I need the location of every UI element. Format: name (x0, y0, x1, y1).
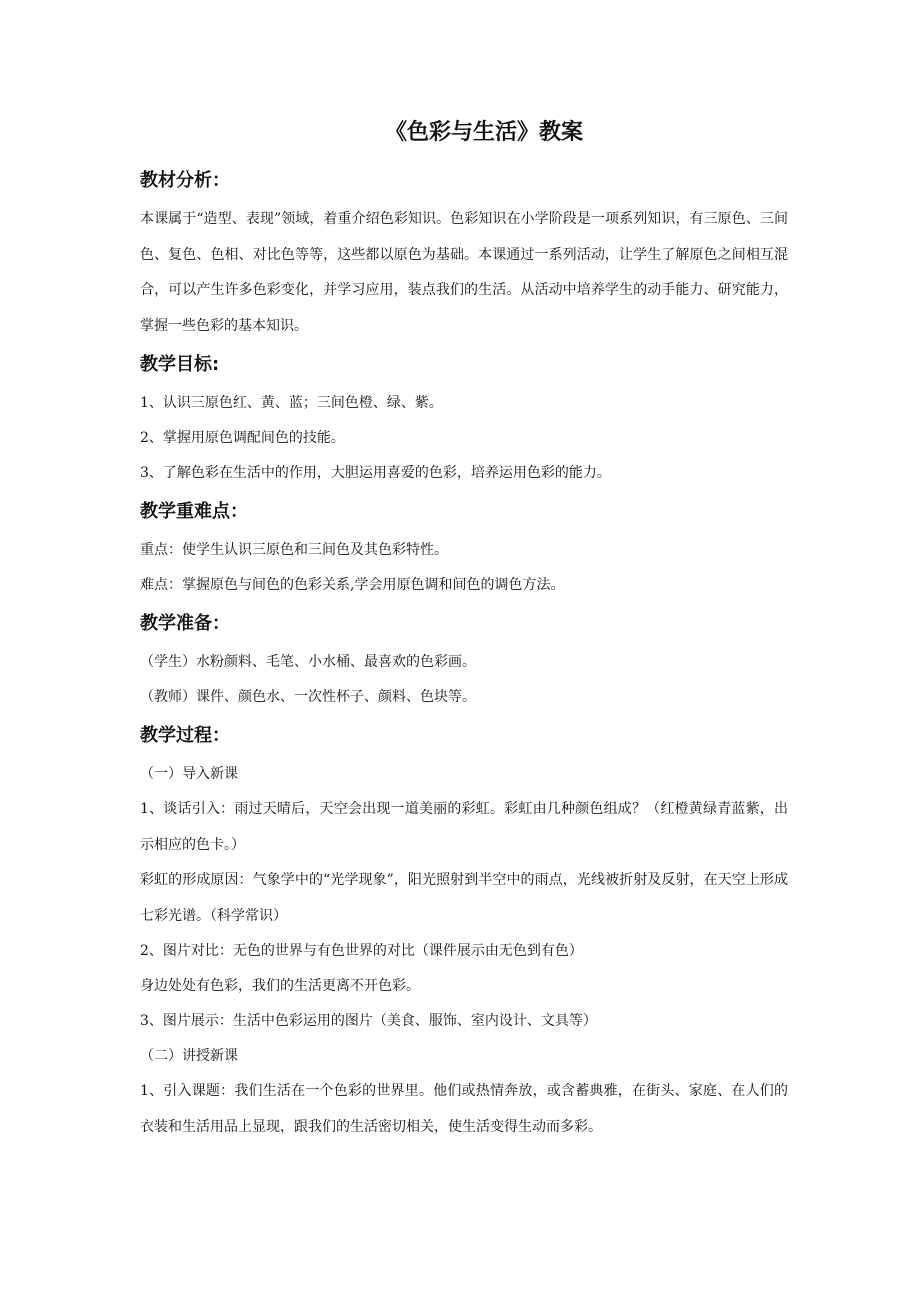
process-paragraph: 彩虹的形成原因：气象学中的“光学现象”，阳光照射到半空中的雨点，光线被折射及反射，在天空上形成七彩光谱。（科学常识） (140, 872, 788, 924)
section-heading-goals: 教学目标: (140, 354, 220, 375)
preparation-item: （教师）课件、颜色水、一次性杯子、颜料、色块等。 (140, 689, 476, 705)
section-heading-keypoints: 教学重难点： (140, 501, 248, 522)
section-preparation (140, 611, 788, 715)
document-page (140, 118, 788, 1149)
process-paragraph: 1、谈话引入：雨过天晴后，天空会出现一道美丽的彩虹。彩虹由几种颜色组成？（红橙黄绿青蓝紫，出示相应的色卡。） (140, 801, 788, 853)
process-paragraph: 3、图片展示：生活中色彩运用的图片（美食、服饰、室内设计、文具等） (140, 1013, 597, 1029)
document-title: 《色彩与生活》教案 (384, 120, 583, 145)
section-heading-preparation: 教学准备： (140, 613, 230, 634)
section-keypoints (140, 499, 788, 603)
process-paragraph: 1、引入课题：我们生活在一个色彩的世界里。他们或热情奔放，或含蓄典雅，在街头、家庭、在人们的衣装和生活用品上显现，跟我们的生活密切相关，使生活变得生动而多彩。 (140, 1083, 788, 1135)
section-heading-analysis: 教材分析： (140, 170, 230, 191)
section-analysis (140, 168, 788, 344)
keypoint-item: 重点：使学生认识三原色和三间色及其色彩特性。 (140, 542, 448, 558)
section-process (140, 723, 788, 1145)
keypoint-item: 难点：掌握原色与间色的色彩关系,学会用原色调和间色的调色方法。 (140, 577, 565, 593)
goal-item: 1、认识三原色红、黄、蓝；三间色橙、绿、紫。 (140, 395, 443, 411)
analysis-paragraph: 本课属于“造型、表现”领域，着重介绍色彩知识。色彩知识在小学阶段是一项系列知识，有三原色、三间色、复色、色相、对比色等等，这些都以原色为基础。本课通过一系列活动，让学生了解原色之间相互混合，可以产生许多色彩变化，并学习应用，装点我们的生活。从活动中培养学生的动手能力、研究能力，掌握一些色彩的基本知识。 (140, 211, 788, 334)
goal-item: 3、了解色彩在生活中的作用，大胆运用喜爱的色彩，培养运用色彩的能力。 (140, 465, 611, 481)
process-part-label: （一）导入新课 (140, 766, 238, 782)
process-paragraph: 2、图片对比：无色的世界与有色世界的对比（课件展示由无色到有色） (140, 943, 583, 959)
process-paragraph: 身边处处有色彩，我们的生活更离不开色彩。 (140, 978, 420, 994)
section-goals (140, 352, 788, 491)
section-heading-process: 教学过程： (140, 725, 230, 746)
goal-item: 2、掌握用原色调配间色的技能。 (140, 430, 345, 446)
process-part-label: （二）讲授新课 (140, 1048, 238, 1064)
preparation-item: （学生）水粉颜料、毛笔、小水桶、最喜欢的色彩画。 (140, 654, 476, 670)
